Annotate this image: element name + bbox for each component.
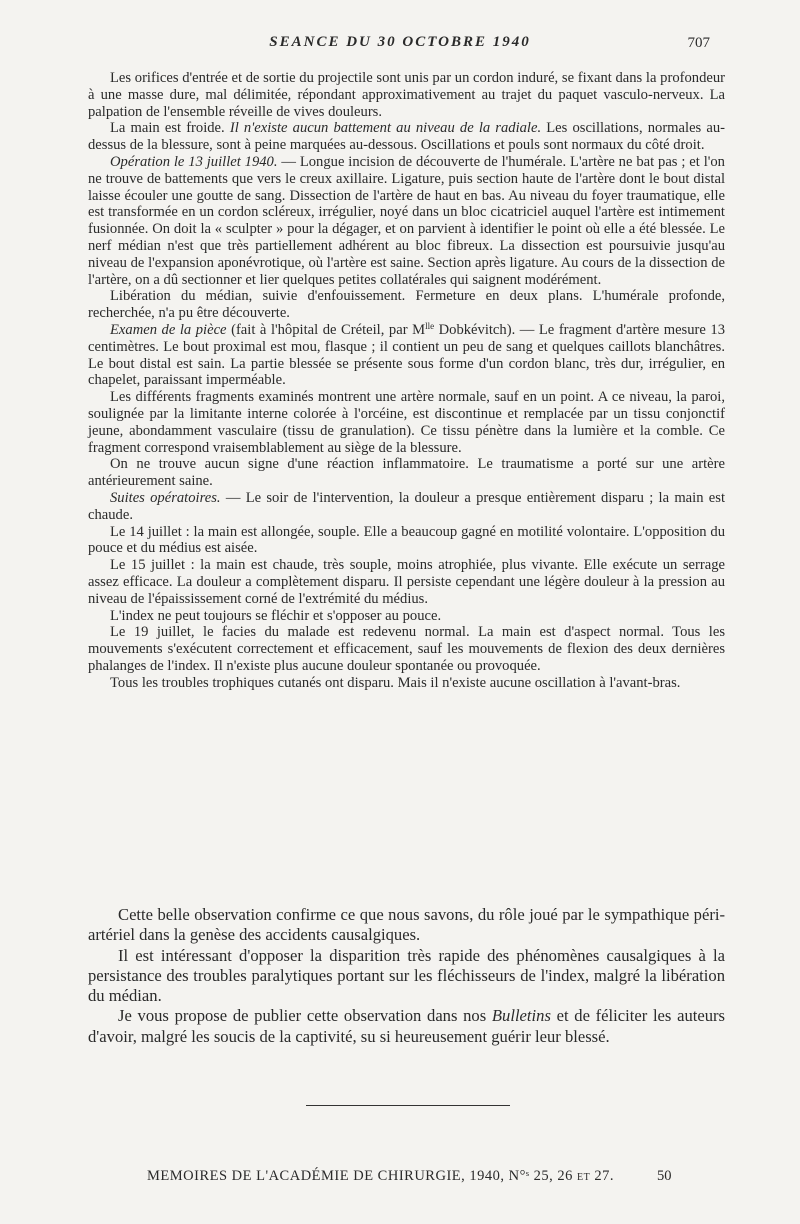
paragraph: Le 19 juillet, le facies du malade est redevenu normal. La main est d'aspect normal. Tous les mouvements s'exécutent correctement et efficacement, sauf les mouvements de flexion des deux dernières phalanges de l'index. Il n'existe plus aucune douleur spontanée ou provoquée. [88,624,725,674]
emphasis: Bulletins [491,1006,551,1026]
paragraph: On ne trouve aucun signe d'une réaction inflammatoire. Le traumatisme a porté sur une artère antérieurement saine. [88,456,725,490]
paragraph [88,490,725,524]
paragraph: Le 15 juillet : la main est chaude, très souple, moins atrophiée, plus vivante. Elle exécute un serrage assez efficace. La douleur a complètement disparu. Il persiste cependant une légère douleur à la pression au niveau de l'épaississement corné de l'extrémité du médius. [88,557,725,607]
paragraph: Il est intéressant d'opposer la disparition très rapide des phénomènes causalgiques à la persistance des troubles paralytiques portant sur les fléchisseurs de l'index, malgré la libération du médian. [88,945,725,1006]
text-run: Je vous propose de publier cette observation dans nos [118,1006,492,1026]
text-run: — Longue incision de découverte de l'humérale. L'artère ne bat pas ; et l'on ne trouve de battements que vers le creux axillaire. Ligature, puis section haute de l'artère dont le bout distal laisse écouler une goutte de sang. Dissection de l'artère de haut en bas. Au niveau du foyer traumatique, elle est transformée en un cordon scléreux, irrégulier, noyé dans un bloc cicatriciel auquel l'artère est intimement fusionnée. On doit la « sculpter » pour la dégager, et on parvient à identifier le point où elle a été blessée. Le nerf médian n'est que très partiellement adhérent au bloc fibreux. La dissection est poursuivie jusqu'au niveau de l'expansion aponévrotique, où l'artère est saine. Section après ligature. Au cours de la dissection de l'artère, on a dû sectionner et lier quelques petites collatérales qui saignent modérément. [88,153,725,288]
section-heading: Examen de la pièce [110,321,227,338]
text-run: Dobkévitch). — Le fragment d'artère mesure 13 centimètres. Le bout proximal est mou, flasque ; il contient un peu de sang et quelques caillots blanchâtres. Le bout distal est sain. La partie blessée se présente sous forme d'un cordon blanc, très dur, irrégulier, en chapelet, paraissant imperméable. [88,321,725,389]
text-run: et de féliciter les auteurs d'avoir, malgré les soucis de la captivité, su si heureusement guérir leur blessé. [88,1006,725,1046]
superscript: lle [425,320,435,331]
paragraph: Le 14 juillet : la main est allongée, souple. Elle a beaucoup gagné en motilité volontaire. L'opposition du pouce et du médius est aisée. [88,523,725,557]
running-header [0,34,800,56]
divider-rule [306,1105,510,1106]
paragraph: Les orifices d'entrée et de sortie du projectile sont unis par un cordon induré, se fixant dans la profondeur à une masse dure, mal délimitée, répondant approximativement au trajet du paquet vasculo-nerveux. La palpation de l'ensemble réveille de vives douleurs. [88,70,725,120]
paragraph: Les différents fragments examinés montrent une artère normale, sauf en un point. A ce niveau, la paroi, soulignée par la limitante interne colorée à l'orcéine, est discontinue et remplacée par un tissu conjonctif jeune, abondamment vasculaire (tissu de granulation). Ce tissu pénètre dans la lumière et la comble. Ce fragment correspond vraisemblablement au siège de la blessure. [88,389,725,456]
section-heading: Opération le 13 juillet 1940. [110,153,278,170]
paragraph: Libération du médian, suivie d'enfouissement. Fermeture en deux plans. L'humérale profonde, recherchée, n'a pu être découverte. [88,288,725,322]
text-run: La main est froide. [110,120,230,137]
text-run: Les oscillations, normales au-dessus de la blessure, sont à peine marquées au-dessous. Oscillations et pouls sont normaux du côté droit. [88,120,725,154]
paragraph [88,120,725,154]
commentary-text [88,905,725,1047]
text-run: (fait à l'hôpital de Créteil, par M [226,321,426,338]
paragraph: L'index ne peut toujours se fléchir et s'opposer au pouce. [110,607,442,624]
observation-text [88,70,725,691]
page-number: 707 [687,35,710,51]
paragraph [88,322,725,389]
section-heading: Suites opératoires. [110,489,221,506]
journal-reference: MEMOIRES DE L'ACADÉMIE DE CHIRURGIE, 1940, N°ˢ 25, 26 et 27. [147,1168,614,1184]
paragraph [88,1006,725,1047]
paragraph: Cette belle observation confirme ce que nous savons, du rôle joué par le sympathique péri-artériel dans la genèse des accidents causalgiques. [88,905,725,945]
text-run: — Le soir de l'intervention, la douleur a presque entièrement disparu ; la main est chaude. [88,489,725,523]
header-title: SEANCE DU 30 OCTOBRE 1940 [269,34,531,50]
signature-mark: 50 [657,1168,672,1184]
paragraph: Tous les troubles trophiques cutanés ont disparu. Mais il n'existe aucune oscillation à l'avant-bras. [110,674,681,691]
paragraph [88,154,725,288]
page-footer [0,1168,800,1188]
emphasis: Il n'existe aucun battement au niveau de la radiale. [229,120,542,137]
